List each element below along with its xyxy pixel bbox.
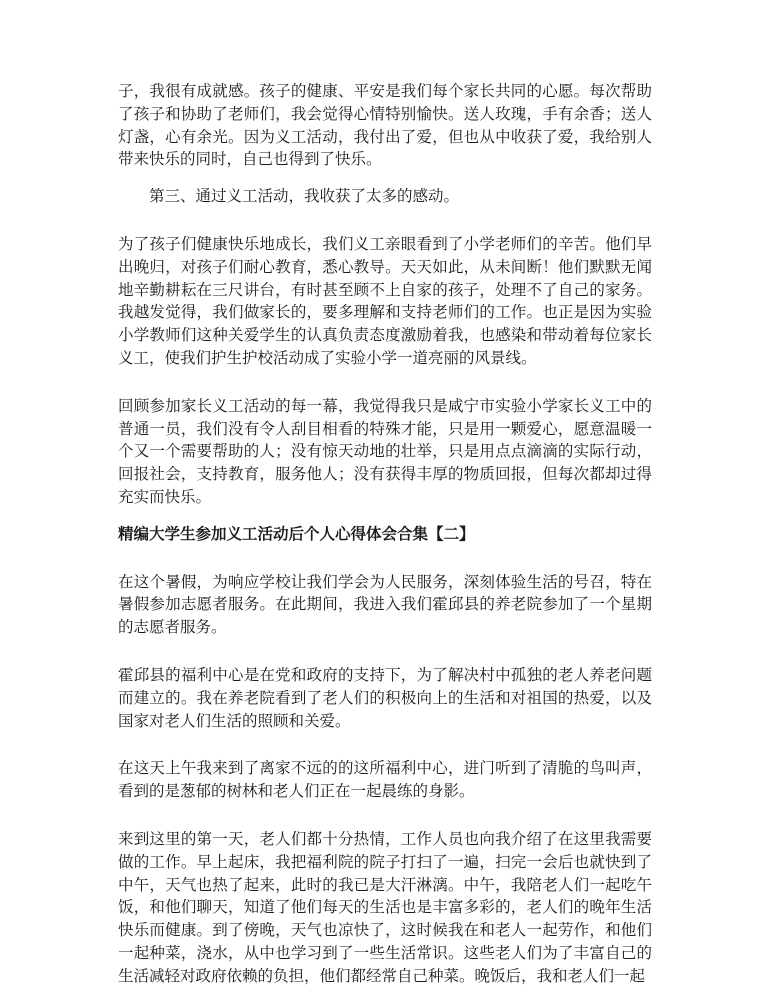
paragraph-5: 在这个暑假，为响应学校让我们学会为人民服务，深刻体验生活的号召，特在暑假参加志愿者服务。在此期间，我进入我们霍邱县的养老院参加了一个星期的志愿者服务。 — [118, 572, 652, 637]
paragraph-2: 第三、通过义工活动，我收获了太多的感动。 — [149, 187, 460, 206]
paragraph-6: 霍邱县的福利中心是在党和政府的支持下，为了解决村中孤独的老人养老问题而建立的。我在养老院看到了老人们的积极向上的生活和对祖国的热爱，以及国家对老人们生活的照顾和关爱。 — [118, 665, 652, 730]
paragraph-8: 来到这里的第一天，老人们都十分热情，工作人员也向我介绍了在这里我需要做的工作。早上起床，我把福利院的院子打扫了一遍，扫完一会后也就快到了中午，天气也热了起来，此时的我已是大汗淋漓。中午，我陪老人们一起吃午饭，和他们聊天，知道了他们每天的生活也是丰富多彩的，老人们的晚年生活快乐而健康。到了傍晚，天气也凉快了，这时候我在和老人一起劳作，和他们一起种菜，浇水，从中也学习到了一些生活常识。这些老人们为了丰富自己的生活减轻对政府依赖的负担，他们都经常自己种菜。晚饭后，我和老人们一起 — [118, 829, 652, 985]
paragraph-4: 回顾参加家长义工活动的每一幕，我觉得我只是咸宁市实验小学家长义工中的普通一员，我们没有令人刮目相看的特殊才能，只是用一颗爱心，愿意温暖一个又一个需要帮助的人；没有惊天动地的壮举，只是用点点滴滴的实际行动，回报社会，支持教育，服务他人；没有获得丰厚的物质回报，但每次都却过得充实而快乐。 — [118, 396, 652, 506]
paragraph-7: 在这天上午我来到了离家不远的的这所福利中心，进门听到了清脆的鸟叫声，看到的是葱郁的树林和老人们正在一起晨练的身影。 — [118, 759, 652, 801]
document-page — [118, 80, 652, 988]
paragraph-1: 子，我很有成就感。孩子的健康、平安是我们每个家长共同的心愿。每次帮助了孩子和协助了老师们，我会觉得心情特别愉快。送人玫瑰，手有余香；送人灯盏，心有余光。因为义工活动，我付出了爱，但也从中收获了爱，我给别人带来快乐的同时，自己也得到了快乐。 — [118, 82, 652, 169]
paragraph-3: 为了孩子们健康快乐地成长，我们义工亲眼看到了小学老师们的辛苦。他们早出晚归，对孩子们耐心教育，悉心教导。天天如此，从未间断！他们默默无闻地辛勤耕耘在三尺讲台，有时甚至顾不上自家的孩子，处理不了自己的家务。我越发觉得，我们做家长的，要多理解和支持老师们的工作。也正是因为实验小学教师们这种关爱学生的认真负责态度激励着我，也感染和带动着每位家长义工，使我们护生护校活动成了实验小学一道亮丽的风景线。 — [118, 234, 652, 367]
section-heading: 精编大学生参加义工活动后个人心得体会合集【二】 — [118, 523, 475, 543]
